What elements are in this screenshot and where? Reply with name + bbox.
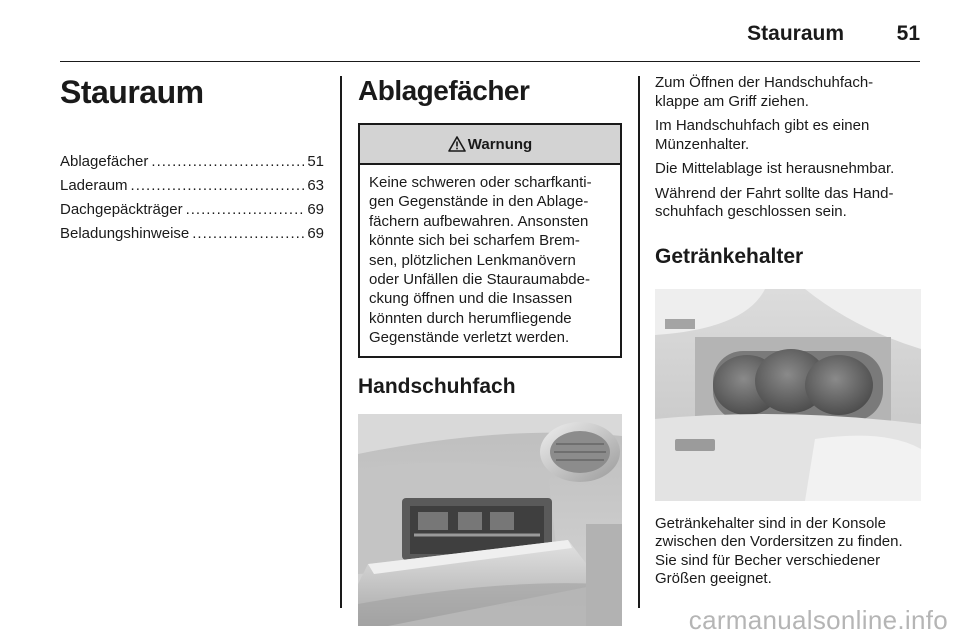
page-header: [60, 22, 920, 62]
section-title: Ablagefächer: [358, 75, 530, 106]
text-line: Zum Öffnen der Handschuhfach-: [655, 74, 874, 91]
text-line: zwischen den Vordersitzen zu finden.: [655, 533, 903, 550]
table-of-contents: [60, 150, 324, 246]
text-line: Während der Fahrt sollte das Hand-: [655, 184, 894, 202]
glovebox-photo: [358, 414, 622, 626]
continuation-column: [655, 74, 921, 595]
toc-page: 69: [307, 225, 324, 242]
subsection-title-glovebox: Handschuhfach: [358, 374, 516, 398]
toc-leader: [186, 198, 305, 222]
toc-leader: [151, 150, 304, 174]
warning-line: ckung öffnen und die Insassen: [369, 290, 573, 308]
text-line: Größen geeignet.: [655, 570, 772, 587]
warning-heading: Warnung: [467, 135, 533, 153]
warning-line: Gegenstände verletzt werden.: [369, 329, 570, 347]
toc-page: 51: [307, 153, 324, 170]
toc-entry-beladungshinweise[interactable]: [60, 222, 324, 246]
warning-text: [360, 165, 620, 356]
text-line: Die Mittelablage ist herausnehmbar.: [655, 160, 895, 177]
glovebox-paragraph-2: [655, 117, 921, 154]
section-column: [358, 74, 622, 626]
warning-line: Keine schweren oder scharfkanti-: [369, 174, 592, 191]
toc-label: Dachgepäckträger: [60, 201, 183, 218]
subsection-title-cupholder: Getränkehalter: [655, 244, 804, 268]
glovebox-paragraph-4: [655, 185, 921, 222]
warning-line: könnten durch herumfliegende: [369, 309, 572, 327]
toc-label: Beladungshinweise: [60, 225, 190, 242]
toc-leader: [192, 222, 304, 246]
toc-leader: [131, 174, 305, 198]
warning-line: gen Gegenstände in den Ablage-: [369, 193, 589, 211]
text-line: klappe am Griff ziehen.: [655, 92, 809, 110]
toc-label: Laderaum: [60, 177, 128, 194]
watermark: carmanualsonline.info: [688, 605, 948, 635]
page-number: 51: [896, 22, 920, 45]
running-title: Stauraum: [747, 22, 844, 45]
warning-triangle-icon: [448, 136, 466, 152]
text-line: Im Handschuhfach gibt es einen: [655, 117, 870, 134]
toc-entry-ablagefaecher[interactable]: [60, 150, 324, 174]
toc-entry-dachgepaecktraeger[interactable]: [60, 198, 324, 222]
text-line: Münzenhalter.: [655, 135, 750, 153]
warning-box: [358, 123, 622, 358]
warning-line: könnte sich bei scharfem Brem-: [369, 232, 580, 250]
chapter-column: [60, 74, 324, 246]
text-line: Sie sind für Becher verschiedener: [655, 551, 881, 569]
toc-page: 69: [307, 201, 324, 218]
warning-line: sen, plötzlichen Lenkmanövern: [369, 251, 576, 269]
glovebox-paragraph-1: [655, 74, 921, 111]
text-line: schuhfach geschlossen sein.: [655, 203, 847, 220]
cupholder-paragraph: [655, 515, 921, 589]
warning-header: [360, 125, 620, 165]
chapter-title: Stauraum: [60, 74, 204, 110]
cupholder-photo: [655, 289, 921, 501]
text-line: Getränkehalter sind in der Konsole: [655, 514, 886, 532]
warning-line: oder Unfällen die Stauraumabde-: [369, 271, 590, 289]
toc-entry-laderaum[interactable]: [60, 174, 324, 198]
column-divider-left: [340, 76, 342, 608]
toc-page: 63: [307, 177, 324, 194]
glovebox-paragraph-3: [655, 160, 921, 179]
column-divider-right: [638, 76, 640, 608]
toc-label: Ablagefächer: [60, 153, 149, 170]
warning-line: fächern aufbewahren. Ansonsten: [369, 212, 589, 230]
